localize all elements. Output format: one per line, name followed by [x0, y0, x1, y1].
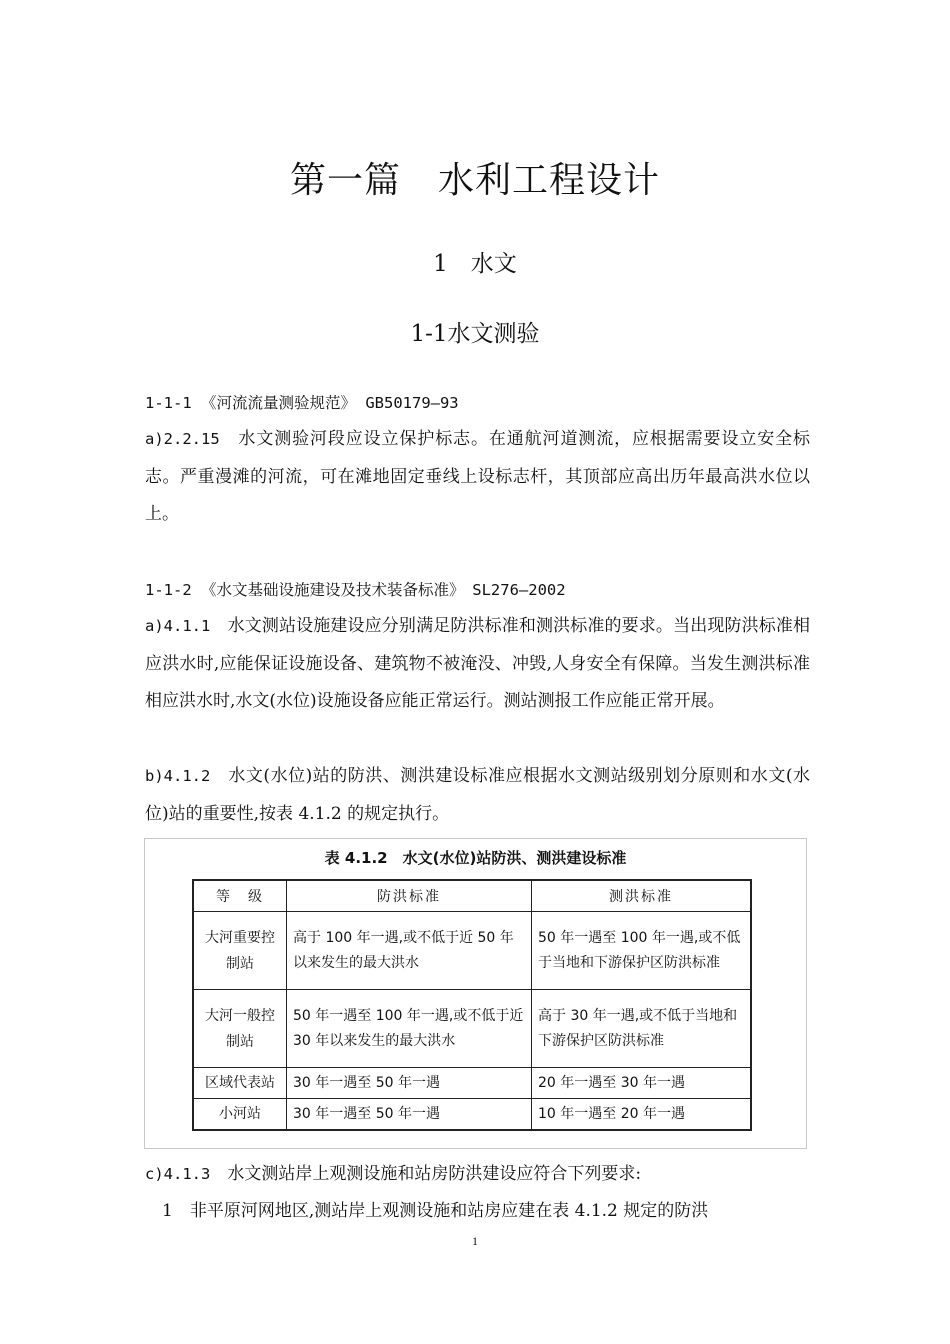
standards-table	[192, 879, 752, 1131]
clause-number: c)4.1.3	[145, 1165, 211, 1183]
clause-4-1-3	[145, 1156, 810, 1194]
table-cell-flood-standard: 50 年一遇至 100 年一遇,或不低于近 30 年以来发生的最大洪水	[287, 990, 532, 1068]
table-cell-measure-standard: 高于 30 年一遇,或不低于当地和下游保护区防洪标准	[532, 990, 752, 1068]
table-cell-flood-standard: 30 年一遇至 50 年一遇	[287, 1099, 532, 1131]
table-cell-measure-standard: 50 年一遇至 100 年一遇,或不低于当地和下游保护区防洪标准	[532, 912, 752, 990]
table-title: 表 4.1.2 水文(水位)站防洪、测洪建设标准	[324, 849, 627, 867]
table-row	[193, 1068, 751, 1099]
table-row	[193, 912, 751, 990]
clause-4-1-1	[145, 608, 810, 721]
table-header-cell: 测洪标准	[532, 880, 752, 912]
table-figure	[144, 838, 807, 1149]
table-cell-flood-standard: 30 年一遇至 50 年一遇	[287, 1068, 532, 1099]
table-cell-level: 区域代表站	[193, 1068, 287, 1099]
clause-4-1-2	[145, 758, 810, 833]
table-cell-flood-standard: 高于 100 年一遇,或不低于近 50 年以来发生的最大洪水	[287, 912, 532, 990]
standard-reference-2: 1-1-2 《水文基础设施建设及技术装备标准》 SL276—2002	[145, 581, 566, 599]
clause-number: b)4.1.2	[145, 767, 211, 785]
clause-text: 水文测站设施建设应分别满足防洪标准和测洪标准的要求。当出现防洪标准相应洪水时,应能保证设施设备、建筑物不被淹没、冲毁,人身安全有保障。当发生测洪标准相应洪水时,水文(水位)设施设备应能正常运行。测站测报工作应能正常开展。	[145, 616, 810, 711]
standard-reference-1: 1-1-1 《河流流量测验规范》 GB50179—93	[145, 394, 459, 412]
table-header-cell: 防洪标准	[287, 880, 532, 912]
section-heading: 1-1水文测验	[410, 321, 540, 347]
table-cell-level: 大河一般控制站	[193, 990, 287, 1068]
clause-text: 水文(水位)站的防洪、测洪建设标准应根据水文测站级别划分原则和水文(水位)站的重要性,按表 4.1.2 的规定执行。	[145, 766, 810, 824]
clause-2-2-15	[145, 421, 810, 534]
table-cell-level: 大河重要控制站	[193, 912, 287, 990]
page-number: 1	[472, 1234, 478, 1248]
table-cell-measure-standard: 10 年一遇至 20 年一遇	[532, 1099, 752, 1131]
table-cell-measure-standard: 20 年一遇至 30 年一遇	[532, 1068, 752, 1099]
table-header-cell: 等 级	[193, 880, 287, 912]
clause-text: 水文测站岸上观测设施和站房防洪建设应符合下列要求:	[210, 1164, 642, 1184]
clause-number: a)4.1.1	[145, 617, 211, 635]
table-header-row	[193, 880, 751, 912]
clause-number: a)2.2.15	[145, 430, 220, 448]
table-row	[193, 990, 751, 1068]
table-row	[193, 1099, 751, 1131]
table-cell-level: 小河站	[193, 1099, 287, 1131]
page-title: 第一篇 水利工程设计	[289, 160, 660, 201]
chapter-heading: 1 水文	[433, 251, 517, 277]
clause-text: 水文测验河段应设立保护标志。在通航河道测流，应根据需要设立安全标志。严重漫滩的河流，可在滩地固定垂线上设标志杆，其顶部应高出历年最高洪水位以上。	[145, 429, 810, 524]
clause-4-1-3-item-1: 1 非平原河网地区,测站岸上观测设施和站房应建在表 4.1.2 规定的防洪	[145, 1201, 709, 1221]
